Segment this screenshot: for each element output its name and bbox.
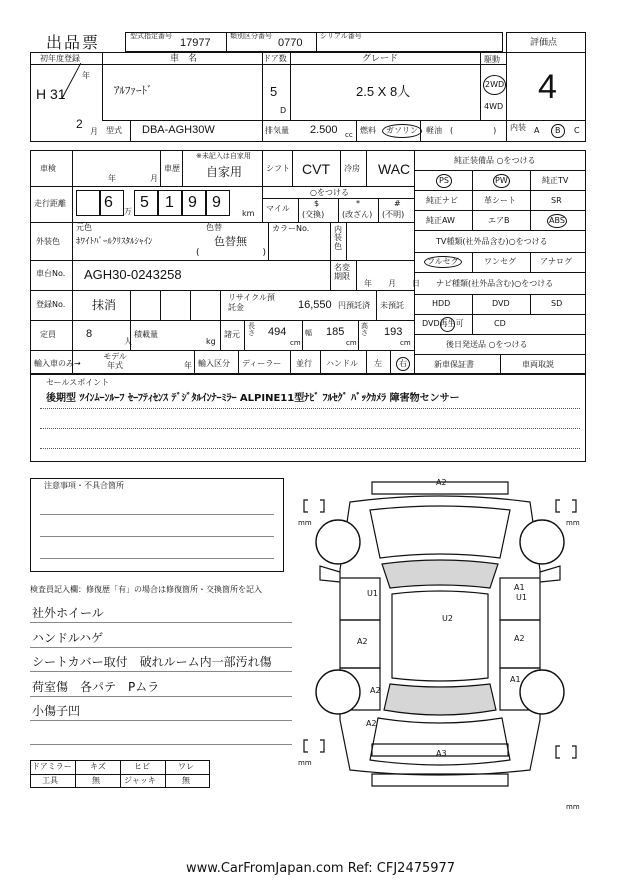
interior-c: C [574, 126, 580, 135]
first-reg-year-unit: 年 [82, 71, 90, 80]
note-line-4: 荷室傷 各パテ Pムラ [32, 680, 160, 694]
import-dealer: ディーラー [242, 359, 282, 368]
model-year-unit: 年 [184, 361, 192, 370]
usage-label: 車歴 [164, 164, 180, 173]
tv-label: TV種類(社外品含む)○をつける [436, 237, 548, 246]
diag-roof: U2 [442, 614, 453, 623]
length-unit: cm [290, 339, 301, 347]
inspection-label: 車検 [40, 164, 56, 173]
drive-label: 駆動 [484, 55, 500, 64]
load-label: 積載量 [134, 330, 158, 339]
inspector-label: 検査員記入欄：修復歴「有」の場合は修復箇所・交換箇所を記入 [30, 585, 262, 594]
steering-label: ハンドル [326, 359, 358, 368]
height-label: 高さ [361, 322, 368, 337]
mileage-digit-2: 5 [140, 194, 149, 211]
docs-label: 後日発送品 ○をつける [446, 340, 528, 349]
reg-label: 登録No. [36, 300, 66, 309]
mileage-digit-4: 9 [188, 194, 197, 211]
tv-oneseg: ワンセグ [484, 257, 516, 266]
note-line-3: シートカバー取付 破れルーム内一部汚れ傷 [32, 655, 272, 669]
mileage-unit: km [242, 209, 255, 218]
equip-tv: 純正TV [542, 176, 569, 185]
model-value: DBA-AGH30W [142, 124, 215, 136]
docs-manual: 車両取説 [522, 360, 554, 369]
import-class-label: 輸入区分 [198, 359, 230, 368]
capacity-value: 8 [86, 328, 93, 340]
mileage-digit-5: 9 [212, 194, 221, 211]
legend-crack: ヒビ [134, 762, 150, 771]
navi-dvd-play-circle [440, 317, 455, 332]
first-reg-label: 初年度登録 [40, 54, 80, 63]
docs-warranty: 新車保証書 [434, 360, 474, 369]
doors-value: 5 [270, 84, 278, 99]
displacement-unit: cc [345, 131, 353, 139]
category-value: 0770 [278, 37, 303, 49]
note-line-5: 小傷子凹 [32, 704, 81, 718]
check-note: ○をつける [310, 188, 349, 197]
legend-tools: 工具 [42, 776, 58, 785]
score-value: 4 [538, 68, 557, 106]
recycle-alt: 未預託 [380, 301, 404, 310]
diag-right-rear-door: A2 [514, 634, 525, 643]
grade-label: グレード [362, 54, 399, 64]
unknown-text: (不明) [382, 210, 405, 219]
mileage-man: 万 [124, 207, 132, 216]
diesel-label: 軽油 [426, 126, 442, 135]
diag-left-rear-fender: A2 [370, 686, 381, 695]
diag-rear-bumper: A3 [436, 749, 447, 758]
sales-label: セールスポイント [46, 378, 110, 387]
mileage-digit-1: 6 [104, 194, 113, 211]
equip-pw: PW [493, 174, 510, 188]
capacity-unit: 人 [124, 337, 132, 346]
equip-sr: SR [551, 196, 562, 205]
tv-fullseg: フルセグ [424, 256, 462, 268]
interior-a: A [534, 126, 540, 135]
footer-ref: www.CarFromJapan.com Ref: CFJ2475977 [186, 861, 456, 876]
mileage-digit-3: 1 [165, 194, 174, 211]
model-label: 型式 [106, 126, 122, 135]
color-change-label: 色替 [206, 223, 222, 232]
import-label: 輸入車のみ→ [34, 359, 81, 368]
width-label: 幅 [305, 329, 312, 337]
equip-ps: PS [436, 174, 452, 188]
tamper-sym: * [356, 199, 360, 208]
equip-abs: ABS [547, 214, 567, 228]
navi-cd: CD [494, 319, 506, 328]
sales-text: 後期型 ﾂｲﾝﾑｰﾝﾙｰﾌ ｾｰﾌﾃｨｾﾝｽ ﾃﾞｼﾞﾀﾙｲﾝﾅｰﾐﾗｰ ALPINE11型ﾅﾋﾞ ﾌﾙｾｸﾞ ﾊﾞｯｸｶﾒﾗ 障害物センサー [46, 393, 460, 404]
equip-airbag: エアB [488, 216, 510, 225]
navi-dvd: DVD [492, 299, 510, 308]
displacement-value: 2.500 [310, 124, 338, 136]
legend-mirror: ドアミラー [32, 762, 72, 771]
mm-rear-right: mm [566, 803, 580, 811]
interior-b: B [551, 124, 565, 138]
drive-value: 2WD [483, 75, 506, 95]
legend-jack: ジャッキ [124, 776, 156, 785]
diesel-paren: ( ) [450, 126, 497, 135]
load-unit: kg [206, 337, 216, 346]
fuel-label: 燃料 [360, 126, 376, 135]
navi-dvd-play: DVD再生可 [422, 319, 464, 328]
mileage-label: 走行距離 [34, 199, 66, 208]
reg-value: 抹消 [92, 298, 117, 312]
drive-alt: 4WD [484, 102, 504, 111]
equip-leather: 革シート [484, 196, 516, 205]
grade-value: 2.5 X 8人 [356, 84, 411, 99]
color-change-value: 色替無 [214, 235, 247, 248]
tv-analog: アナログ [540, 257, 572, 266]
shift-value: CVT [302, 161, 330, 177]
unknown-sym: # [394, 199, 401, 208]
diag-left-rear-door: A2 [357, 637, 368, 646]
first-reg-era: H 31 [36, 86, 66, 102]
mile-sym-text: (交換) [302, 210, 325, 219]
import-parallel: 並行 [296, 359, 312, 368]
shift-label: シフト [266, 164, 290, 173]
diag-right-rear-fender: A1 [510, 675, 521, 684]
diag-rear-lower: A2 [366, 719, 377, 728]
model-year-label: モデル年式 [103, 352, 127, 370]
color-no-label: カラーNo. [272, 224, 310, 233]
note-line-2: ハンドルハゲ [32, 631, 104, 645]
score-label: 評価点 [530, 38, 558, 48]
doors-label: ドア数 [263, 54, 287, 63]
name-change-date: 年 月 日 [364, 279, 420, 288]
ac-value: WAC [378, 161, 411, 177]
recycle-unit: 円預託済 [338, 301, 370, 310]
navi-sd: SD [551, 299, 563, 308]
mile-sym: $ [314, 199, 320, 208]
navi-label: ナビ種類(社外品含む)○をつける [436, 279, 554, 288]
first-reg-month: 2 [76, 117, 83, 131]
ac-label: 冷房 [344, 164, 360, 173]
diag-front-bumper: A2 [436, 478, 447, 487]
legend-break: ワレ [178, 762, 194, 771]
genuine-label: 純正装備品 ○をつける [454, 156, 536, 165]
usage-value: 自家用 [206, 165, 243, 179]
model-cert-value: 17977 [180, 37, 211, 49]
interior-label: 内装 [510, 123, 526, 132]
doors-sub: D [280, 106, 287, 115]
inspection-month-unit: 月 [150, 174, 158, 183]
caution-label: 注意事項・不具合箇所 [44, 481, 124, 490]
legend-scratch: キズ [90, 762, 106, 771]
legend-jack-value: 無 [182, 776, 190, 785]
navi-hdd: HDD [432, 299, 451, 308]
recycle-label: リサイクル預託金 [228, 293, 275, 312]
tamper-text: (改ざん) [342, 210, 373, 219]
mile-label: マイル [266, 204, 290, 213]
width-unit: cm [346, 339, 357, 347]
recycle-value: 16,550 [298, 299, 332, 311]
length-value: 494 [268, 326, 287, 338]
mm-front-right: mm [566, 519, 580, 527]
height-value: 193 [384, 326, 403, 338]
chassis-value: AGH30-0243258 [84, 267, 182, 282]
width-value: 185 [326, 326, 345, 338]
legend-tools-value: 無 [92, 776, 100, 785]
category-label: 類別区分番号 [230, 32, 272, 40]
note-line-1: 社外ホイール [32, 606, 104, 620]
name-change-label: 名変期限 [334, 263, 350, 281]
diag-right-front-a: A1 [514, 583, 525, 592]
car-name-value: ｱﾙﾌｧｰﾄﾞ [114, 85, 153, 97]
displacement-label: 排気量 [265, 126, 289, 135]
mm-rear-left: mm [298, 759, 312, 767]
color-value: ﾎﾜｲﾄﾊﾟｰﾙｸﾘｽﾀﾙｼｬｲﾝ [76, 237, 153, 247]
equip-navi: 純正ナビ [426, 196, 458, 205]
steering-left: 左 [374, 359, 382, 368]
usage-note: ※未記入は自家用 [196, 152, 251, 160]
first-reg-month-unit: 月 [90, 127, 98, 136]
mm-front-left: mm [298, 519, 312, 527]
color-label: 外装色 [36, 237, 60, 246]
height-unit: cm [400, 339, 411, 347]
diag-right-front-u: U1 [516, 593, 527, 602]
steering-right: 右 [396, 357, 410, 371]
fuel-value: ガソリン [382, 124, 422, 138]
dim-label: 諸元 [224, 330, 240, 339]
diag-left-front-door: U1 [367, 589, 378, 598]
chassis-label: 車台No. [36, 269, 66, 278]
equip-aw: 純正AW [426, 216, 455, 225]
car-name-label: 車 名 [170, 54, 198, 64]
capacity-label: 定員 [40, 330, 56, 339]
inspection-year-unit: 年 [108, 174, 116, 183]
sheet-title: 出品票 [46, 33, 101, 52]
serial-label: シリアル番号 [320, 32, 362, 40]
color-paren: ( ) [196, 248, 267, 258]
car-damage-diagram [290, 470, 590, 810]
int-color-label: 内装色 [334, 225, 342, 251]
model-cert-label: 型式指定番号 [130, 32, 172, 40]
color-orig-label: 元色 [76, 223, 92, 232]
length-label: 長さ [248, 322, 255, 337]
